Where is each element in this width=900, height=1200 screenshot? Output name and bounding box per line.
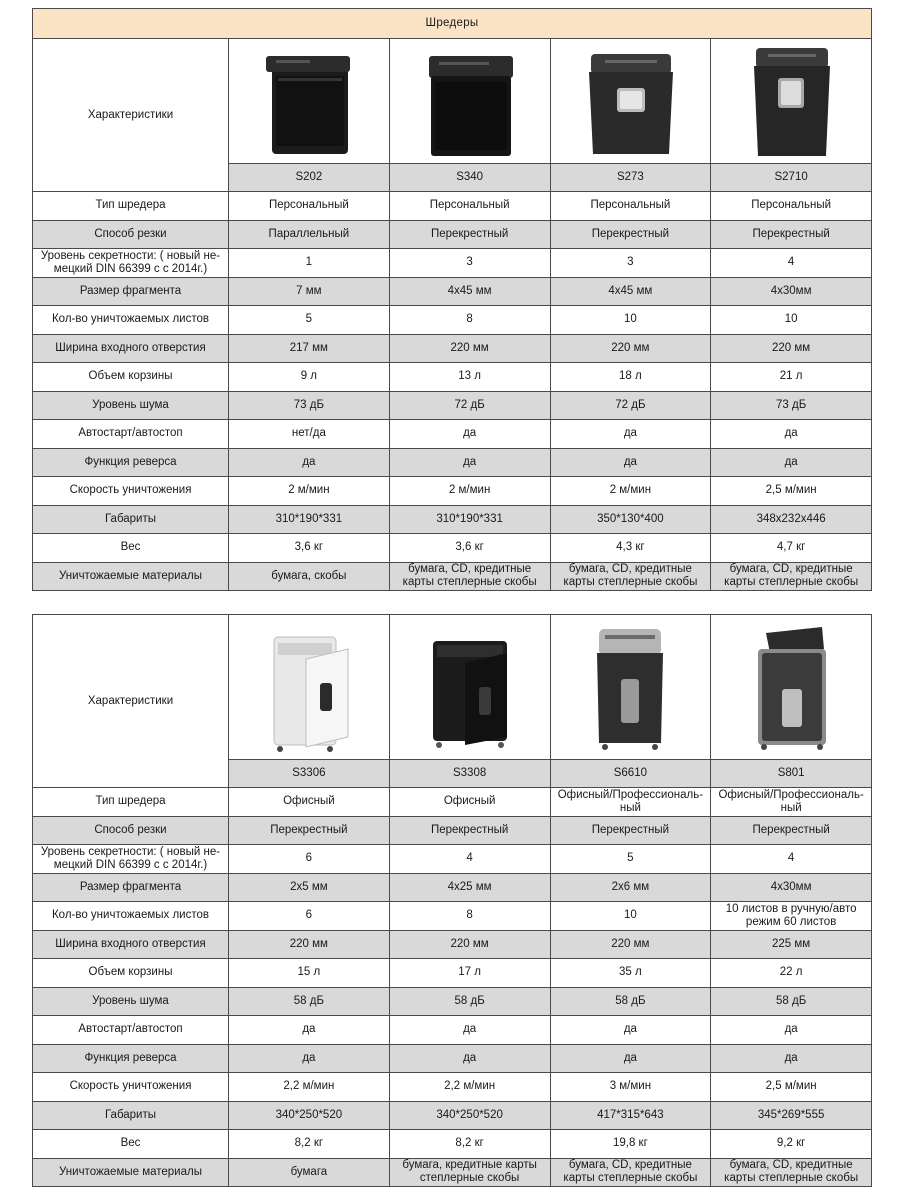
spec-label: Автостарт/автостоп xyxy=(33,1016,229,1045)
model-name: S3308 xyxy=(389,760,550,788)
spec-label: Ширина входного отверстия xyxy=(33,334,229,363)
table-row xyxy=(33,334,872,363)
spec-value: 340*250*520 xyxy=(389,1101,550,1130)
spec-value: 4,3 кг xyxy=(550,534,711,563)
table-row xyxy=(33,959,872,988)
spec-value: 9,2 кг xyxy=(711,1130,872,1159)
spec-value: 340*250*520 xyxy=(229,1101,390,1130)
spec-value: 73 дБ xyxy=(711,391,872,420)
spec-label: Уровень секретности: ( новый не-мецкий DIN 66399 с с 2014г.) xyxy=(33,249,229,278)
spec-value: 13 л xyxy=(389,363,550,392)
spec-value: 350*130*400 xyxy=(550,505,711,534)
spec-value: 10 xyxy=(550,306,711,335)
model-name: S3306 xyxy=(229,760,390,788)
title-row xyxy=(33,9,872,39)
spec-value: Перекрестный xyxy=(550,816,711,845)
spec-value: 6 xyxy=(229,902,390,931)
table-row xyxy=(33,477,872,506)
spec-value: 4 xyxy=(711,845,872,874)
model-name: S801 xyxy=(711,760,872,788)
spec-value: Перекрестный xyxy=(711,816,872,845)
spec-value: 72 дБ xyxy=(550,391,711,420)
spec-value: Офисный xyxy=(229,788,390,817)
spec-label: Скорость уничтожения xyxy=(33,1073,229,1102)
spec-label: Ширина входного отверстия xyxy=(33,930,229,959)
spec-value: бумага, CD, кредитные карты степлерные скобы xyxy=(711,562,872,591)
table-row xyxy=(33,816,872,845)
spec-value: 1 xyxy=(229,249,390,278)
spec-value: 220 мм xyxy=(389,334,550,363)
spec-value: Персональный xyxy=(389,192,550,221)
spec-value: Офисный/Профессиональ-ный xyxy=(711,788,872,817)
spec-value: нет/да xyxy=(229,420,390,449)
spec-value: 18 л xyxy=(550,363,711,392)
spec-value: да xyxy=(550,420,711,449)
table-row xyxy=(33,987,872,1016)
spec-value: 2,5 м/мин xyxy=(711,477,872,506)
spec-value: 5 xyxy=(550,845,711,874)
spec-value: да xyxy=(711,1044,872,1073)
spec-value: 35 л xyxy=(550,959,711,988)
spec-value: 345*269*555 xyxy=(711,1101,872,1130)
spec-label: Уровень шума xyxy=(33,391,229,420)
spec-label: Габариты xyxy=(33,1101,229,1130)
spec-value: 348х232х446 xyxy=(711,505,872,534)
spec-value: 10 листов в ручную/авто режим 60 листов xyxy=(711,902,872,931)
model-image-cell xyxy=(229,39,390,164)
spec-label: Кол-во уничтожаемых листов xyxy=(33,306,229,335)
spec-value: Офисный xyxy=(389,788,550,817)
spec-label: Вес xyxy=(33,534,229,563)
table-row xyxy=(33,277,872,306)
office-shredder-black-icon xyxy=(415,619,525,755)
spec-value: да xyxy=(711,448,872,477)
spec-value: 310*190*331 xyxy=(229,505,390,534)
spec-value: 72 дБ xyxy=(389,391,550,420)
spec-label: Скорость уничтожения xyxy=(33,477,229,506)
spec-value: бумага xyxy=(229,1158,390,1187)
spec-value: Персональный xyxy=(711,192,872,221)
spec-value: 220 мм xyxy=(229,930,390,959)
spec-value: 2,2 м/мин xyxy=(389,1073,550,1102)
spec-value: бумага, CD, кредитные карты степлерные скобы xyxy=(550,1158,711,1187)
spec-value: 6 xyxy=(229,845,390,874)
spec-value: 3 xyxy=(389,249,550,278)
spec-value: 4х25 мм xyxy=(389,873,550,902)
corner-label: Характеристики xyxy=(33,615,229,788)
spec-value: Перекрестный xyxy=(229,816,390,845)
spec-value: 3,6 кг xyxy=(389,534,550,563)
table-row xyxy=(33,1158,872,1187)
spec-label: Функция реверса xyxy=(33,448,229,477)
model-name: S340 xyxy=(389,164,550,192)
personal-shredder-icon xyxy=(415,42,525,160)
spec-label: Уровень секретности: ( новый не-мецкий DIN 66399 с с 2014г.) xyxy=(33,845,229,874)
model-image-cell xyxy=(550,615,711,760)
spec-value: Офисный/Профессиональ-ный xyxy=(550,788,711,817)
spec-value: Параллельный xyxy=(229,220,390,249)
spec-value: 7 мм xyxy=(229,277,390,306)
spec-rows xyxy=(33,788,872,1187)
office-shredder-autofeed-icon xyxy=(736,619,846,755)
model-name: S202 xyxy=(229,164,390,192)
spec-label: Вес xyxy=(33,1130,229,1159)
image-row xyxy=(33,615,872,760)
shredder-table-office xyxy=(32,614,872,1187)
spec-label: Тип шредера xyxy=(33,788,229,817)
spec-rows xyxy=(33,192,872,591)
spec-value: бумага, скобы xyxy=(229,562,390,591)
office-shredder-white-icon xyxy=(254,619,364,755)
spec-value: 73 дБ xyxy=(229,391,390,420)
model-image-cell xyxy=(229,615,390,760)
spec-label: Объем корзины xyxy=(33,363,229,392)
spec-value: 220 мм xyxy=(389,930,550,959)
model-image-cell xyxy=(711,615,872,760)
spec-value: да xyxy=(229,1044,390,1073)
spec-label: Функция реверса xyxy=(33,1044,229,1073)
table-row xyxy=(33,534,872,563)
spec-value: да xyxy=(389,420,550,449)
spec-value: 2 м/мин xyxy=(550,477,711,506)
personal-shredder-small-icon xyxy=(254,42,364,160)
spec-label: Уровень шума xyxy=(33,987,229,1016)
spec-value: 4х30мм xyxy=(711,873,872,902)
spec-label: Уничтожаемые материалы xyxy=(33,562,229,591)
model-image-cell xyxy=(389,39,550,164)
spec-value: Перекрестный xyxy=(389,816,550,845)
spec-value: да xyxy=(711,420,872,449)
personal-shredder-window-icon xyxy=(575,42,685,160)
spec-value: 2,2 м/мин xyxy=(229,1073,390,1102)
model-image-cell xyxy=(389,615,550,760)
spec-value: да xyxy=(389,448,550,477)
spec-label: Объем корзины xyxy=(33,959,229,988)
spec-value: бумага, кредитные карты степлерные скобы xyxy=(389,1158,550,1187)
table-row xyxy=(33,1130,872,1159)
model-image-cell xyxy=(550,39,711,164)
spec-value: 4 xyxy=(711,249,872,278)
spec-value: 2х5 мм xyxy=(229,873,390,902)
spec-value: 220 мм xyxy=(550,930,711,959)
spec-value: 4х45 мм xyxy=(550,277,711,306)
spec-value: 19,8 кг xyxy=(550,1130,711,1159)
spec-value: 3,6 кг xyxy=(229,534,390,563)
table-row xyxy=(33,1101,872,1130)
spec-value: 4 xyxy=(389,845,550,874)
spec-value: Перекрестный xyxy=(711,220,872,249)
spec-value: 4х45 мм xyxy=(389,277,550,306)
table-row xyxy=(33,192,872,221)
spec-value: 8 xyxy=(389,306,550,335)
spec-value: да xyxy=(711,1016,872,1045)
table-row xyxy=(33,562,872,591)
spec-value: бумага, CD, кредитные карты степлерные скобы xyxy=(550,562,711,591)
table-row xyxy=(33,249,872,278)
spec-value: Персональный xyxy=(229,192,390,221)
spec-value: да xyxy=(550,1044,711,1073)
spec-value: Перекрестный xyxy=(550,220,711,249)
spec-label: Способ резки xyxy=(33,816,229,845)
model-image-cell xyxy=(711,39,872,164)
table-row xyxy=(33,391,872,420)
page-title: Шредеры xyxy=(33,9,872,39)
spec-value: 3 xyxy=(550,249,711,278)
spec-value: 417*315*643 xyxy=(550,1101,711,1130)
spec-value: 2 м/мин xyxy=(229,477,390,506)
table-row xyxy=(33,505,872,534)
table-row xyxy=(33,845,872,874)
shredder-table-personal xyxy=(32,8,872,591)
spec-label: Размер фрагмента xyxy=(33,873,229,902)
spec-value: 17 л xyxy=(389,959,550,988)
spec-value: 58 дБ xyxy=(229,987,390,1016)
spec-value: 22 л xyxy=(711,959,872,988)
model-name: S273 xyxy=(550,164,711,192)
spec-value: 4х30мм xyxy=(711,277,872,306)
spec-label: Тип шредера xyxy=(33,192,229,221)
table-row xyxy=(33,902,872,931)
spec-value: 15 л xyxy=(229,959,390,988)
spec-value: 5 xyxy=(229,306,390,335)
spec-value: 58 дБ xyxy=(550,987,711,1016)
table-row xyxy=(33,363,872,392)
spec-value: да xyxy=(389,1016,550,1045)
spec-value: 220 мм xyxy=(550,334,711,363)
table-row xyxy=(33,420,872,449)
spec-value: 9 л xyxy=(229,363,390,392)
spec-value: Персональный xyxy=(550,192,711,221)
spec-label: Размер фрагмента xyxy=(33,277,229,306)
spec-value: 2 м/мин xyxy=(389,477,550,506)
spec-value: 2,5 м/мин xyxy=(711,1073,872,1102)
spec-value: бумага, CD, кредитные карты степлерные скобы xyxy=(711,1158,872,1187)
spec-value: 58 дБ xyxy=(711,987,872,1016)
table-row xyxy=(33,448,872,477)
table-row xyxy=(33,788,872,817)
spec-value: 2х6 мм xyxy=(550,873,711,902)
spec-value: 217 мм xyxy=(229,334,390,363)
spec-label: Габариты xyxy=(33,505,229,534)
spec-value: да xyxy=(389,1044,550,1073)
spec-value: 58 дБ xyxy=(389,987,550,1016)
spec-value: да xyxy=(229,1016,390,1045)
spec-value: 310*190*331 xyxy=(389,505,550,534)
spec-value: 21 л xyxy=(711,363,872,392)
image-row xyxy=(33,39,872,164)
spec-value: да xyxy=(550,448,711,477)
spec-value: 8,2 кг xyxy=(389,1130,550,1159)
spec-value: Перекрестный xyxy=(389,220,550,249)
model-name: S6610 xyxy=(550,760,711,788)
corner-label: Характеристики xyxy=(33,39,229,192)
spec-value: да xyxy=(550,1016,711,1045)
spec-value: 220 мм xyxy=(711,334,872,363)
table-row xyxy=(33,1016,872,1045)
personal-shredder-tall-icon xyxy=(736,42,846,160)
spec-value: 8 xyxy=(389,902,550,931)
spec-label: Уничтожаемые материалы xyxy=(33,1158,229,1187)
spec-value: 225 мм xyxy=(711,930,872,959)
table-row xyxy=(33,930,872,959)
model-name: S2710 xyxy=(711,164,872,192)
spec-value: 8,2 кг xyxy=(229,1130,390,1159)
spec-value: да xyxy=(229,448,390,477)
spec-value: 3 м/мин xyxy=(550,1073,711,1102)
table-row xyxy=(33,1073,872,1102)
spec-value: бумага, CD, кредитные карты степлерные скобы xyxy=(389,562,550,591)
office-shredder-silver-icon xyxy=(575,619,685,755)
spec-value: 10 xyxy=(550,902,711,931)
spec-label: Автостарт/автостоп xyxy=(33,420,229,449)
table-row xyxy=(33,1044,872,1073)
spec-value: 10 xyxy=(711,306,872,335)
spec-label: Кол-во уничтожаемых листов xyxy=(33,902,229,931)
table-row xyxy=(33,306,872,335)
spec-value: 4,7 кг xyxy=(711,534,872,563)
table-row xyxy=(33,220,872,249)
table-row xyxy=(33,873,872,902)
spec-label: Способ резки xyxy=(33,220,229,249)
